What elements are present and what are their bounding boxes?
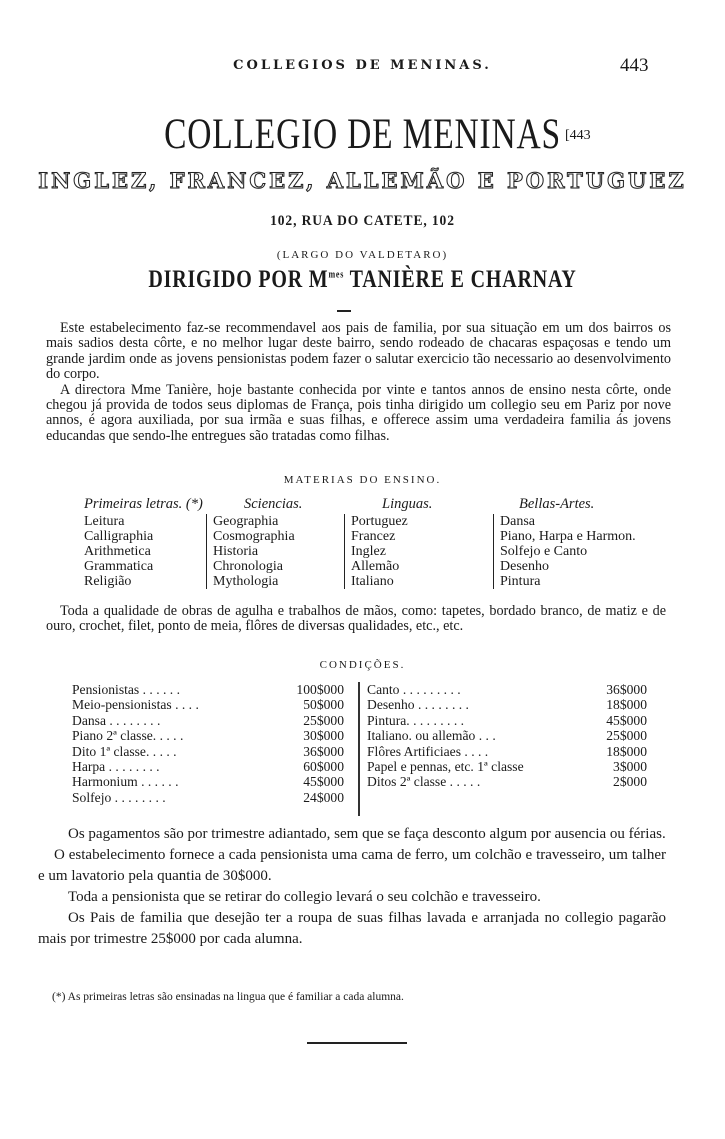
closing-rule — [307, 1042, 407, 1044]
largo-note: (LARGO DO VALDETARO) — [276, 249, 449, 261]
materias-column — [206, 497, 302, 589]
materias-column — [344, 497, 432, 589]
subject: Historia — [213, 544, 259, 559]
column-header: Bellas-Artes. — [519, 496, 595, 512]
materias-column — [84, 497, 203, 589]
subject: Leitura — [84, 514, 125, 529]
page-number: 443 — [620, 55, 649, 76]
terms-paragraph: Toda a pensionista que se retirar do collegio levará o seu colchão e travesseiro. — [68, 889, 541, 905]
column-header: Sciencias. — [244, 496, 303, 512]
subject: Inglez — [351, 544, 386, 559]
column-header: Primeiras letras. (*) — [84, 496, 203, 512]
subject: Francez — [351, 529, 396, 544]
languages-banner: INGLEZ, FRANCEZ, ALLEMÃO E PORTUGUEZ — [38, 168, 687, 193]
fee-row: Solfejo . . . . . . . . 24$000 — [72, 789, 344, 805]
column-header: Linguas. — [382, 496, 433, 512]
subject: Religião — [84, 574, 132, 589]
condicoes-heading: CONDIÇÕES. — [319, 659, 406, 671]
subject: Italiano — [351, 574, 394, 589]
fee-row: Piano 2ª classe. . . . . 30$000 — [72, 728, 344, 744]
directors-line: DIRIGIDO POR $M^{mes}$ TANIÈRE E CHARNAY — [148, 266, 577, 293]
fees-left-column — [72, 682, 344, 805]
subject: Geographia — [213, 514, 279, 529]
fee-row: Flôres Artificiaes . . . . 18$000 — [367, 743, 647, 759]
advert-title: COLLEGIO DE MENINAS — [164, 111, 561, 158]
subject: Mythologia — [213, 574, 279, 589]
column-divider — [358, 682, 360, 816]
fee-row: Dito 1ª classe. . . . . 36$000 — [72, 743, 344, 759]
fee-row: Ditos 2ª classe . . . . . 2$000 — [367, 774, 647, 790]
needlework-text — [46, 604, 666, 635]
divider-rule — [337, 310, 351, 312]
subject: Portuguez — [351, 514, 408, 529]
fee-row: Pintura. . . . . . . . . 45$000 — [367, 712, 647, 728]
fee-row: Dansa . . . . . . . . 25$000 — [72, 712, 344, 728]
subject: Allemão — [351, 559, 400, 574]
terms-text — [38, 824, 666, 950]
address: 102, RUA DO CATETE, 102 — [270, 213, 455, 229]
subject: Calligraphia — [84, 529, 154, 544]
subject: Solfejo e Canto — [500, 544, 588, 559]
fee-row: Papel e pennas, etc. 1ª classe 3$000 — [367, 759, 647, 775]
fee-row: Canto . . . . . . . . . 36$000 — [367, 682, 647, 697]
materias-column — [493, 497, 636, 589]
intro-paragraph: Este estabelecimento faz-se recommendavel aos pais de familia, por sua situação em um dos bairros os mais sadios desta côrte, e no melhor lugar deste bairro, sendo rodeado de chacaras espaçosas e tendo um grande jardim onde as jovens pensionistas podem fazer o salutar exercicio tão necessario ao desenvolvimento do corpo. — [46, 320, 671, 383]
fee-row: Italiano. ou allemão . . . 25$000 — [367, 728, 647, 744]
subject: Chronologia — [213, 559, 283, 574]
subject: Arithmetica — [84, 544, 151, 559]
subject: Desenho — [500, 559, 549, 574]
subject: Cosmographia — [213, 529, 295, 544]
fee-row: Meio-pensionistas . . . . 50$000 — [72, 697, 344, 713]
intro-paragraph: A directora Mme Tanière, hoje bastante conhecida por vinte e tantos annos de ensino nesta côrte, onde chegou já provida de todos seus diplomas de França, pois tinha dirigido um collegio seu em Pariz por nove annos, é agora auxiliada, por sua irmãa e suas filhas, e offerece assim uma verdadeira familia ás jovens educandas que sendo-lhe entregues são tratadas como filhas. — [46, 381, 671, 444]
subject: Pintura — [500, 574, 541, 589]
subject: Piano, Harpa e Harmon. — [500, 529, 636, 544]
terms-paragraph: Os pagamentos são por trimestre adiantado, sem que se faça desconto algum por ausencia ou férias. — [68, 826, 666, 842]
subject: Dansa — [500, 514, 535, 529]
fees-right-column — [367, 682, 667, 790]
fee-row: Desenho . . . . . . . . 18$000 — [367, 697, 647, 713]
fee-row: Pensionistas . . . . . . 100$000 — [72, 682, 344, 697]
terms-paragraph: Os Pais de familia que desejão ter a roupa de suas filhas lavada e arranjada no collegio pagarão mais por trimestre 25$000 por cada alumna. — [38, 910, 666, 947]
title-reference: [443 — [565, 128, 591, 143]
intro-text — [46, 321, 671, 444]
fee-row: Harmonium . . . . . . 45$000 — [72, 774, 344, 790]
footnote: (*) As primeiras letras são ensinadas na lingua que é familiar a cada alumna. — [52, 991, 404, 1003]
terms-paragraph: O estabelecimento fornece a cada pensionista uma cama de ferro, um colchão e travesseiro, um talher e um lavatorio pela quantia de 30$000. — [38, 847, 666, 884]
running-head: COLLEGIOS DE MENINAS. — [233, 58, 492, 73]
materias-heading: MATERIAS DO ENSINO. — [283, 474, 442, 486]
subject: Grammatica — [84, 559, 154, 574]
fee-row: Harpa . . . . . . . . 60$000 — [72, 759, 344, 775]
needlework-paragraph: Toda a qualidade de obras de agulha e trabalhos de mãos, como: tapetes, bordado branco, de matiz e de ouro, crochet, filet, ponto de meia, flôres de diversas qualidades, etc., etc. — [46, 603, 666, 635]
